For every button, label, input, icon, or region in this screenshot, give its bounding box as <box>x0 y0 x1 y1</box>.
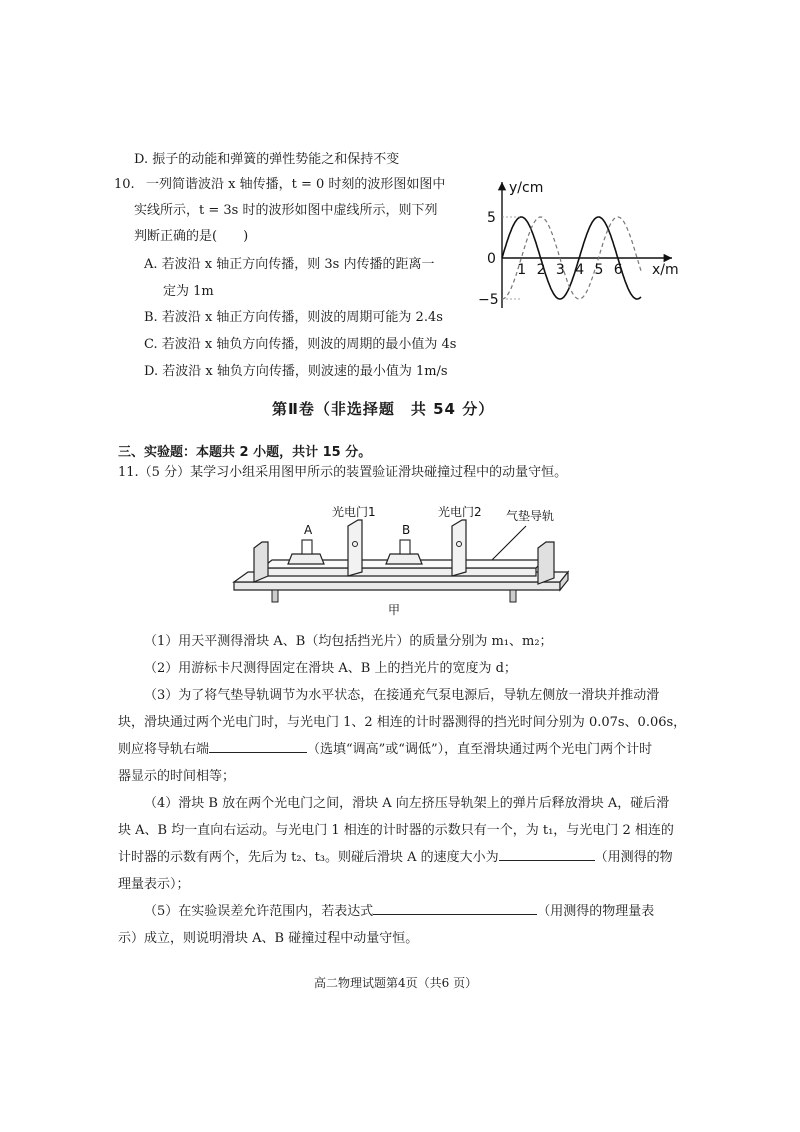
wave-chart <box>472 172 688 312</box>
air-track-pointer <box>490 526 526 562</box>
x-axis-label: x/m <box>652 262 679 278</box>
label-slider-a: A <box>304 523 313 537</box>
q11-step-4-line-1: （4）滑块 B 放在两个光电门之间，滑块 A 向左挤压导轨架上的弹片后释放滑块 A，碰后滑 <box>144 796 670 811</box>
q9-option-d: D. 振子的动能和弹簧的弹性势能之和保持不变 <box>134 152 400 167</box>
q10-option-b: B. 若波沿 x 轴正方向传播，则波的周期可能为 2.4s <box>144 310 443 325</box>
slider-b-flag <box>400 540 410 554</box>
x-tick-label: 4 <box>575 262 585 278</box>
q10-option-a-line-1: A. 若波沿 x 轴正方向传播，则 3s 内传播的距离一 <box>144 257 435 272</box>
page-footer: 高二物理试题第4页（共6 页） <box>314 976 478 990</box>
air-track-apparatus-figure <box>228 496 578 620</box>
q11-step-4-line-3-before: 计时器的示数有两个，先后为 t₂、t₃。则碰后滑块 A 的速度大小为 <box>118 850 499 865</box>
y-tick-label-neg5: −5 <box>478 292 499 308</box>
q11-step-3-line-3 <box>118 737 652 763</box>
q11-intro: 11.（5 分）某学习小组采用图甲所示的装置验证滑块碰撞过程中的动量守恒。 <box>118 465 568 480</box>
photogate-1 <box>348 520 362 576</box>
slider-b <box>386 554 422 564</box>
base-bar <box>234 582 560 590</box>
y-tick-label-5: 5 <box>487 210 496 226</box>
figure-caption: 甲 <box>388 603 401 617</box>
q10-stem-line-3: 判断正确的是( ) <box>134 229 249 244</box>
slider-a-flag <box>302 540 312 554</box>
left-foot <box>272 590 278 602</box>
slider-a <box>288 554 324 564</box>
q11-step-5-line-1 <box>144 899 654 925</box>
q11-step-3-line-3-after: （选填“调高”或“调低”），直至滑块通过两个光电门两个计时 <box>307 742 653 757</box>
q10-number: 10. <box>114 177 135 192</box>
q11-step-1: （1）用天平测得滑块 A、B（均包括挡光片）的质量分别为 m₁、m₂； <box>144 634 553 649</box>
q10-stem-line-2: 实线所示，t = 3s 时的波形如图中虚线所示，则下列 <box>134 203 438 218</box>
label-slider-b: B <box>402 523 411 537</box>
q11-step-3-line-3-before: 则应将导轨右端 <box>118 742 210 757</box>
y-tick-label-0: 0 <box>487 251 496 267</box>
track-rail <box>262 568 536 576</box>
q11-step-4-line-3 <box>118 845 673 871</box>
q11-step-5-line-1-after: （用测得的物理量表 <box>537 904 655 919</box>
q11-step-5-line-1-before: （5）在实验误差允许范围内，若表达式 <box>144 904 374 919</box>
y-axis-label: y/cm <box>509 180 544 196</box>
right-end-stop <box>538 542 554 584</box>
answer-blank-3[interactable] <box>209 738 307 753</box>
q11-step-5-line-2: 示）成立，则说明滑块 A、B 碰撞过程中动量守恒。 <box>118 931 419 946</box>
q10-option-c: C. 若波沿 x 轴负方向传播，则波的周期的最小值为 4s <box>144 337 457 352</box>
right-foot <box>510 590 516 602</box>
x-tick-label: 6 <box>613 262 623 278</box>
q11-step-4-line-2: 块 A、B 均一直向右运动。与光电门 1 相连的计时器的示数只有一个，为 t₁，与光电门 2 相连的 <box>118 823 674 838</box>
section3-heading: 三、实验题：本题共 2 小题，共计 15 分。 <box>118 445 372 460</box>
x-tick-label: 3 <box>555 262 565 278</box>
x-tick-label: 2 <box>536 262 546 278</box>
q11-step-3-line-4: 器显示的时间相等； <box>118 769 236 784</box>
q11-step-2: （2）用游标卡尺测得固定在滑块 A、B 上的挡光片的宽度为 d； <box>144 661 517 676</box>
q11-step-3-line-1: （3）为了将气垫导轨调节为水平状态，在接通充气泵电源后，导轨左侧放一滑块并推动滑 <box>144 688 660 703</box>
q11-step-4-line-4: 理量表示）； <box>118 877 190 892</box>
label-air-track: 气垫导轨 <box>506 509 555 523</box>
answer-blank-4[interactable] <box>499 846 595 861</box>
q10-option-d: D. 若波沿 x 轴负方向传播，则波速的最小值为 1m/s <box>144 364 448 379</box>
label-gate-1: 光电门1 <box>332 505 376 519</box>
label-gate-2: 光电门2 <box>438 505 482 519</box>
x-tick-label: 1 <box>517 262 527 278</box>
part2-title: 第Ⅱ卷（非选择题 共 54 分） <box>272 400 495 418</box>
q10-option-a-line-2: 定为 1m <box>163 284 214 299</box>
photogate-2 <box>452 520 466 576</box>
q10-stem-line-1: 一列简谐波沿 x 轴传播，t = 0 时刻的波形图如图中 <box>146 177 446 192</box>
x-tick-label: 5 <box>594 262 604 278</box>
q11-step-3-line-2: 块，滑块通过两个光电门时，与光电门 1、2 相连的计时器测得的挡光时间分别为 0.07s、0.06s， <box>118 715 687 730</box>
left-end-stop <box>254 542 268 582</box>
answer-blank-5[interactable] <box>373 900 537 915</box>
q11-step-4-line-3-after: （用测得的物 <box>594 850 673 865</box>
